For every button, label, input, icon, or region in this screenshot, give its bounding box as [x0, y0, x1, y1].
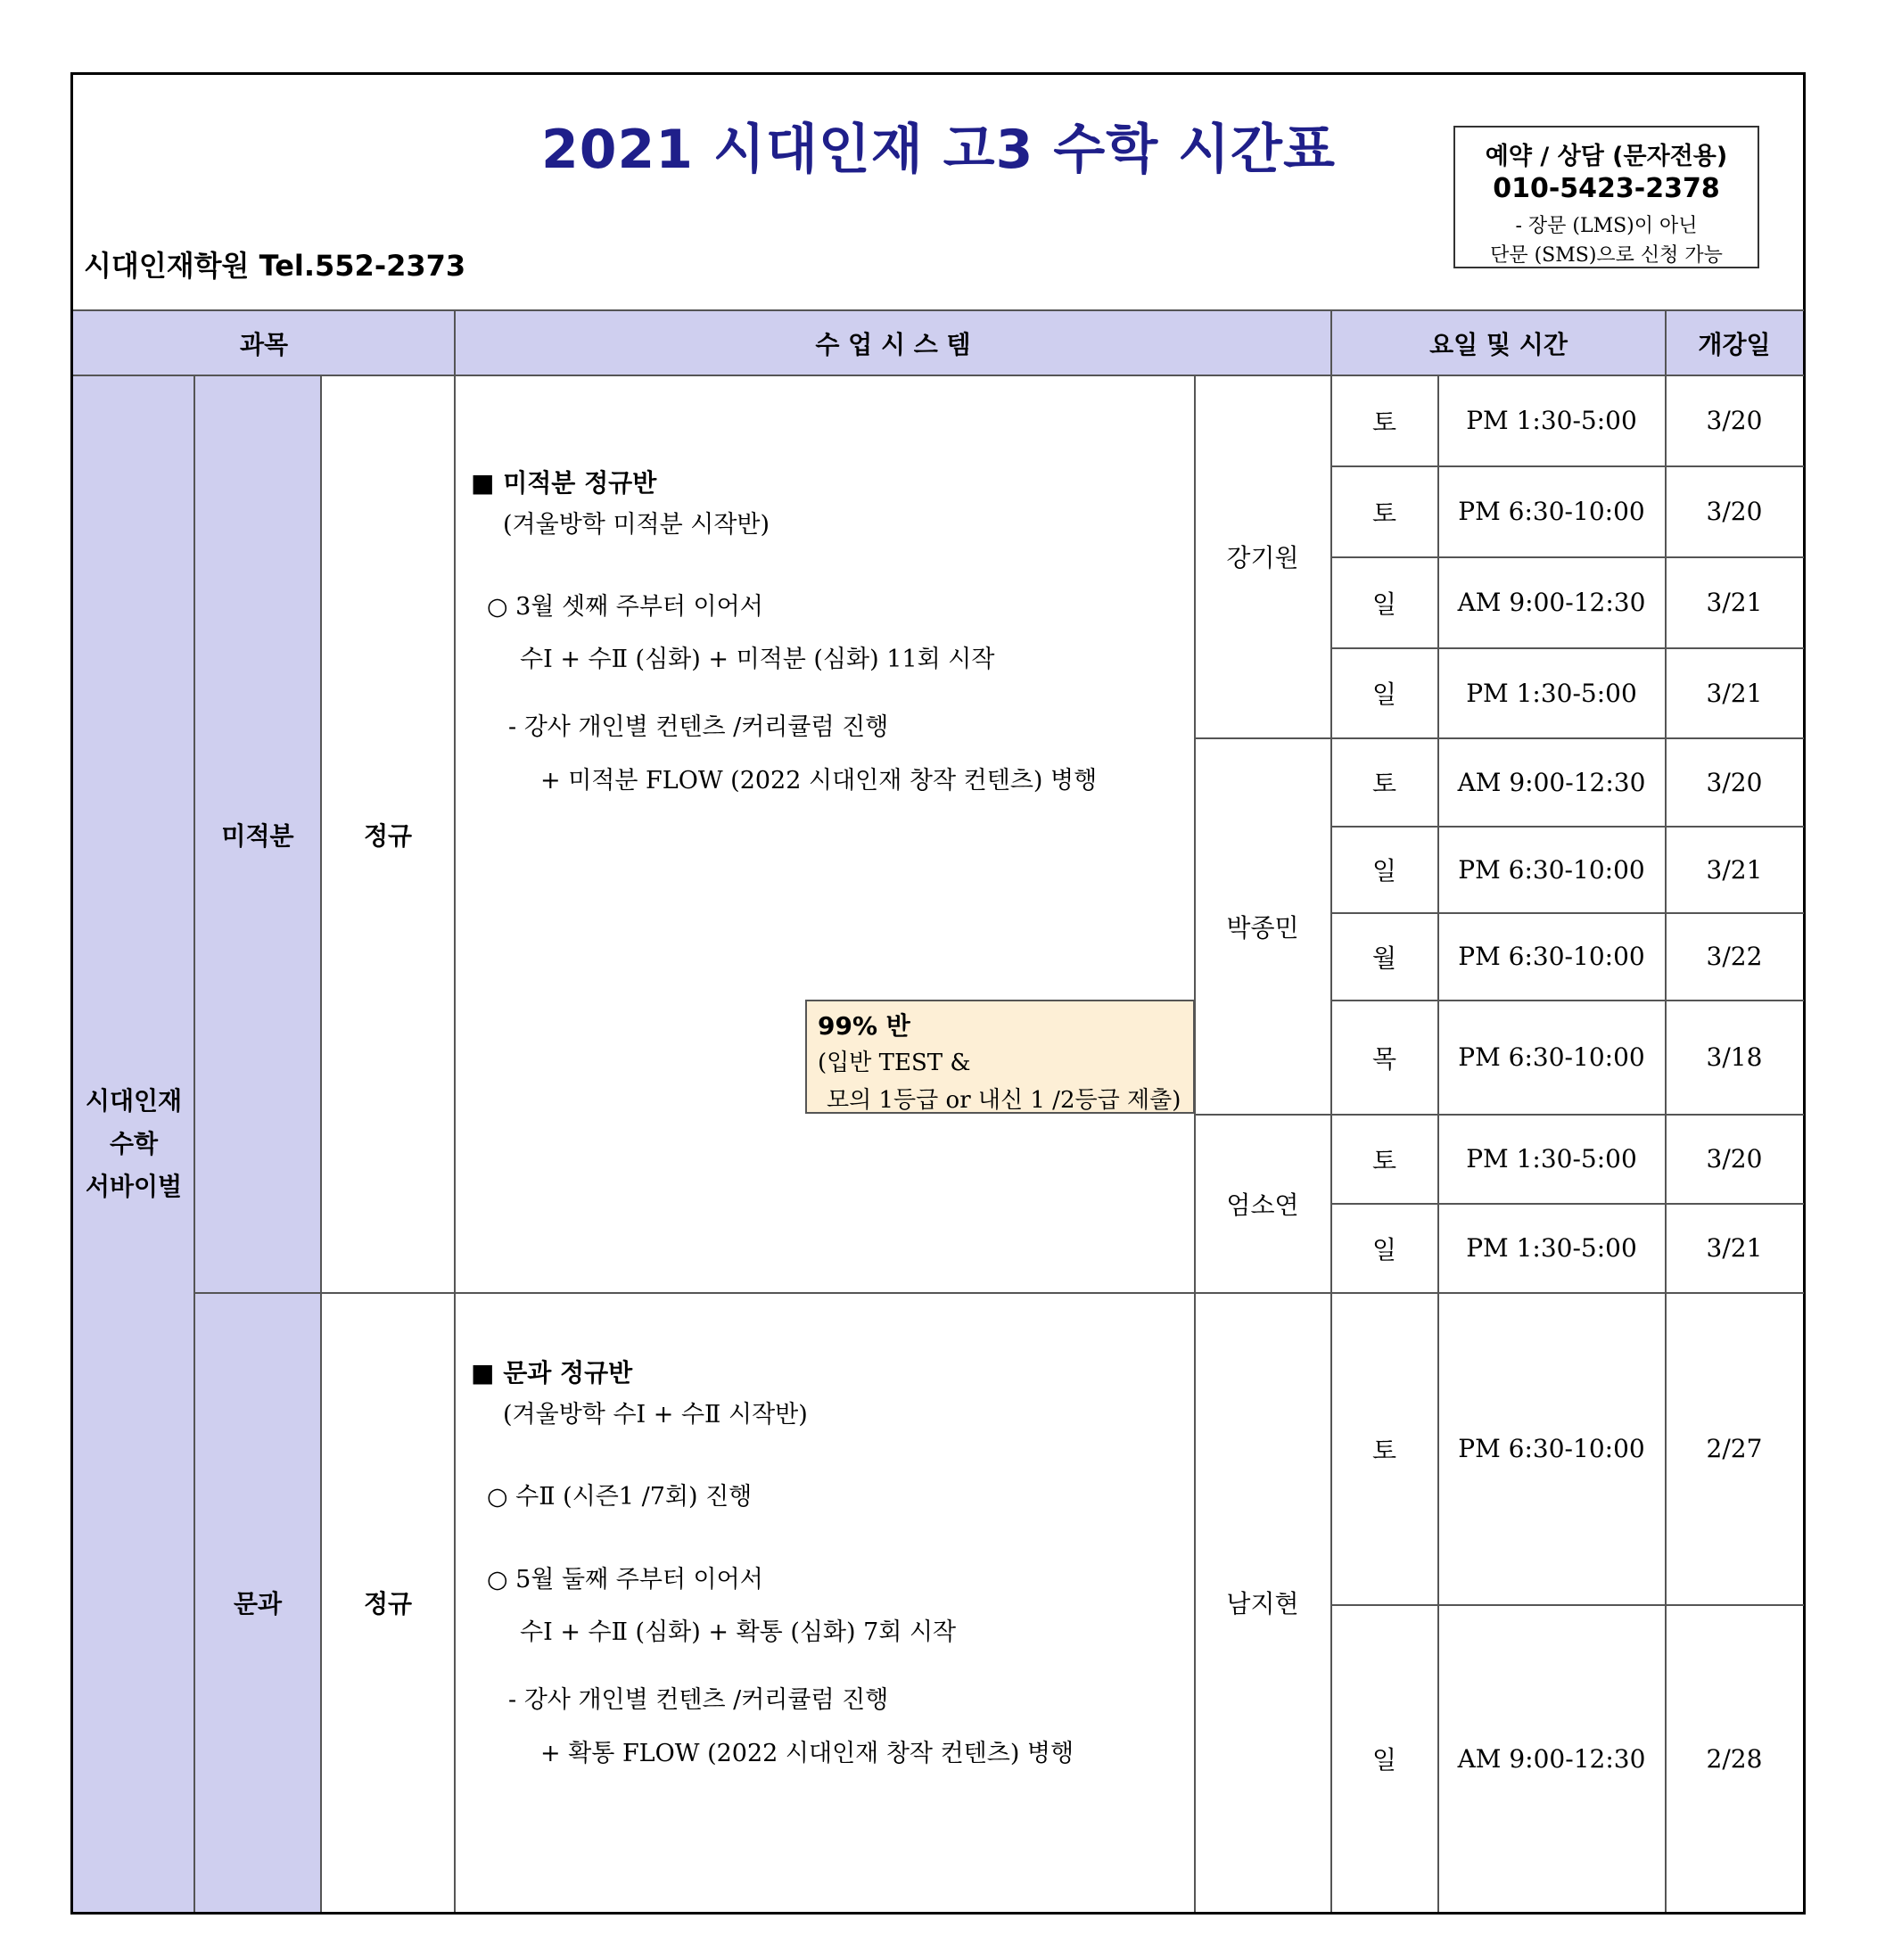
contact-note-1: - 장문 (LMS)이 아닌: [1515, 215, 1698, 237]
slot-day: 목: [1371, 1043, 1397, 1074]
slot-time: PM 1:30-5:00: [1466, 678, 1637, 708]
liberal-heading-text: ■ 문과 정규반: [471, 1358, 633, 1388]
slot-time: PM 6:30-10:00: [1458, 854, 1645, 885]
slot-day: 토: [1371, 498, 1397, 528]
slot-time: PM 6:30-10:00: [1458, 497, 1645, 526]
badge-line-1: (입반 TEST &: [818, 1050, 971, 1076]
slot-time: PM 1:30-5:00: [1466, 406, 1637, 435]
slot-day: 토: [1371, 407, 1397, 437]
slot-start: 3/21: [1706, 854, 1763, 885]
slot-time: PM 6:30-10:00: [1458, 1434, 1645, 1463]
slot-time: PM 1:30-5:00: [1466, 1144, 1637, 1174]
liberal-sub: (겨울방학 수Ⅰ + 수Ⅱ 시작반): [503, 1401, 808, 1429]
page-title: 2021 시대인재 고3 수학 시간표: [541, 119, 1336, 181]
slot-day: 일: [1371, 1745, 1397, 1775]
program-line-1: 시대인재: [85, 1085, 183, 1116]
slot-time: AM 9:00-12:30: [1457, 1743, 1646, 1774]
slot-start: 3/18: [1706, 1042, 1763, 1072]
subject-calculus: 미적분: [194, 375, 321, 1293]
contact-phone: 010-5423-2378: [1493, 173, 1720, 204]
slot-time: AM 9:00-12:30: [1457, 767, 1646, 797]
slot-day: 토: [1371, 1435, 1397, 1465]
slot-day: 일: [1371, 1234, 1397, 1264]
calculus-line-3: - 강사 개인별 컨텐츠 /커리큘럼 진행: [508, 713, 889, 741]
slot-day: 일: [1371, 589, 1397, 619]
liberal-heading: [471, 1354, 632, 1389]
badge-title: 99% 반: [818, 1011, 910, 1041]
contact-label: 예약 / 상담 (문자전용): [1485, 143, 1728, 170]
slot-day: 토: [1371, 1145, 1397, 1175]
slot-start: 2/28: [1706, 1743, 1763, 1774]
program-line-2: 수학: [109, 1128, 159, 1158]
slot-start: 3/20: [1706, 1144, 1763, 1174]
slot-day: 토: [1371, 769, 1397, 798]
teacher-name: 강기원: [1226, 543, 1299, 572]
calculus-line-2: 수Ⅰ + 수Ⅱ (심화) + 미적분 (심화) 11회 시작: [520, 646, 995, 673]
slot-start: 3/21: [1706, 588, 1763, 617]
slot-start: 2/27: [1706, 1434, 1763, 1463]
liberal-line-5: + 확통 FLOW (2022 시대인재 창작 컨텐츠) 병행: [540, 1740, 1074, 1767]
slot-day: 일: [1371, 679, 1397, 709]
liberal-line-2: ○ 5월 둘째 주부터 이어서: [487, 1566, 763, 1594]
header-subject: 과목: [73, 311, 455, 375]
calculus-heading: [471, 464, 656, 499]
calculus-heading-text: ■ 미적분 정규반: [471, 468, 657, 498]
slot-start: 3/22: [1706, 942, 1763, 971]
slot-day: 월: [1371, 943, 1397, 973]
program-name: [73, 375, 194, 1912]
slot-start: 3/21: [1706, 1233, 1763, 1263]
slot-start: 3/21: [1706, 678, 1763, 708]
subject-liberal-arts: 문과: [194, 1293, 321, 1912]
slot-time: PM 1:30-5:00: [1466, 1233, 1637, 1263]
program-line-3: 서바이벌: [85, 1171, 183, 1201]
calculus-line-4: + 미적분 FLOW (2022 시대인재 창작 컨텐츠) 병행: [540, 767, 1098, 795]
slot-day: 일: [1371, 856, 1397, 885]
header-start-date: 개강일: [1666, 311, 1803, 375]
academy-phone: 시대인재학원 Tel.552-2373: [84, 249, 466, 283]
header-system: 수 업 시 스 템: [455, 311, 1331, 375]
slot-time: PM 6:30-10:00: [1458, 1042, 1645, 1072]
calculus-line-1: ○ 3월 셋째 주부터 이어서: [487, 593, 763, 621]
calculus-sub: (겨울방학 미적분 시작반): [503, 511, 770, 539]
teacher-name: 박종민: [1226, 912, 1299, 943]
teacher-name: 엄소연: [1226, 1190, 1299, 1220]
slot-time: AM 9:00-12:30: [1457, 588, 1646, 617]
teacher-name: 남지현: [1226, 1589, 1299, 1618]
type-liberal-arts: 정규: [363, 1589, 413, 1618]
slot-start: 3/20: [1706, 406, 1763, 435]
slot-start: 3/20: [1706, 497, 1763, 526]
liberal-line-3: 수Ⅰ + 수Ⅱ (심화) + 확통 (심화) 7회 시작: [520, 1618, 957, 1646]
slot-time: PM 6:30-10:00: [1458, 942, 1645, 971]
header-schedule: 요일 및 시간: [1331, 311, 1666, 375]
liberal-line-4: - 강사 개인별 컨텐츠 /커리큘럼 진행: [508, 1686, 889, 1714]
badge-line-2: 모의 1등급 or 내신 1 /2등급 제출): [827, 1087, 1181, 1114]
top-class-badge: [805, 1000, 1195, 1114]
slot-start: 3/20: [1706, 767, 1763, 797]
type-calculus: 정규: [363, 820, 413, 851]
contact-note-2: 단문 (SMS)으로 신청 가능: [1490, 244, 1723, 267]
contact-box: [1453, 126, 1759, 268]
liberal-line-1: ○ 수Ⅱ (시즌1 /7회) 진행: [487, 1483, 753, 1511]
